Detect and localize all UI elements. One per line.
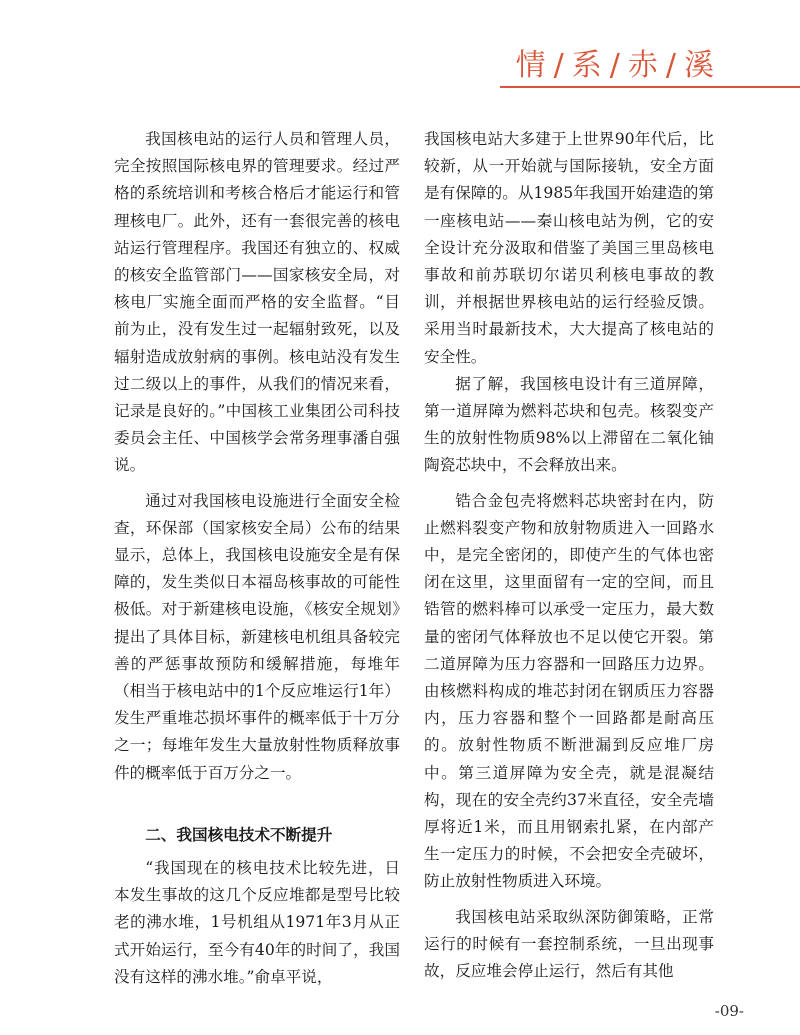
header-separator: /	[553, 48, 566, 83]
header-char: 系	[571, 48, 604, 83]
header-char: 赤	[627, 48, 660, 83]
right-column	[424, 126, 714, 985]
section-header	[516, 40, 716, 84]
paragraph: 锆合金包壳将燃料芯块密封在内，防止燃料裂变产物和放射物质进入一回路水中，是完全密闭的，即使产生的气体也密闭在这里，这里面留有一定的空间，而且锆管的燃料棒可以承受一定压力，最大数量的密闭气体释放也不足以使它开裂。第二道屏障为压力容器和一回路压力边界。由核燃料构成的堆芯封闭在钢质压力容器内，压力容器和整个一回路都是耐高压的。放射性物质不断泄漏到反应堆厂房中。第三道屏障为安全壳，就是混凝结构，现在的安全壳约37米直径，安全壳墙厚将近1米，而且用钢索扎紧，在内部产生一定压力的时候，不会把安全壳破坏，防止放射性物质进入环境。	[424, 491, 714, 891]
paragraph: 我国核电站采取纵深防御策略，正常运行的时候有一套控制系统，一旦出现事故，反应堆会停止运行，然后有其他	[424, 907, 714, 981]
section-heading: 二、我国核电技术不断提升	[145, 825, 333, 844]
paragraph: 我国核电站大多建于上世界90年代后，比较新，从一开始就与国际接轨，安全方面是有保障的。从1985年我国开始建造的第一座核电站——秦山核电站为例，它的安全设计充分汲取和借鉴了美国三里岛核电事故和前苏联切尔诺贝利核电事故的教训，并根据世界核电站的运行经验反馈。采用当时最新技术，大大提高了核电站的安全性。	[424, 130, 714, 366]
left-column	[114, 126, 400, 991]
paragraph: 据了解，我国核电设计有三道屏障，第一道屏障为燃料芯块和包壳。核裂变产生的放射性物质98%以上滞留在二氧化铀陶瓷芯块中，不会释放出来。	[424, 374, 714, 475]
header-char: 情	[515, 48, 548, 83]
paragraph: “我国现在的核电技术比较先进，日本发生事故的这几个反应堆都是型号比较老的沸水堆，1号机组从1971年3月从正式开始运行，至今有40年的时间了，我国没有这样的沸水堆。”俞卓平说，	[114, 859, 400, 986]
header-separator: /	[665, 48, 678, 83]
header-rule	[500, 86, 800, 88]
header-char: 溪	[684, 48, 716, 83]
page-number: -09-	[714, 1002, 744, 1020]
paragraph: 通过对我国核电设施进行全面安全检查，环保部（国家核安全局）公布的结果显示，总体上，我国核电设施安全是有保障的，发生类似日本福岛核事故的可能性极低。对于新建核电设施，《核安全规划》提出了具体目标，新建核电机组具备较完善的严惩事故预防和缓解措施，每堆年（相当于核电站中的1个反应堆运行1年）发生严重堆芯损坏事件的概率低于十万分之一；每堆年发生大量放射性物质释放事件的概率低于百万分之一。	[114, 491, 400, 782]
paragraph: 我国核电站的运行人员和管理人员，完全按照国际核电界的管理要求。经过严格的系统培训和考核合格后才能运行和管理核电厂。此外，还有一套很完善的核电站运行管理程序。我国还有独立的、权威的核安全监管部门——国家核安全局，对核电厂实施全面而严格的安全监督。“目前为止，没有发生过一起辐射致死，以及辐射造成放射病的事例。核电站没有发生过二级以上的事件，从我们的情况来看，记录是良好的。”中国核工业集团公司科技委员会主任、中国核学会常务理事潘自强说。	[114, 130, 400, 475]
header-separator: /	[609, 48, 622, 83]
